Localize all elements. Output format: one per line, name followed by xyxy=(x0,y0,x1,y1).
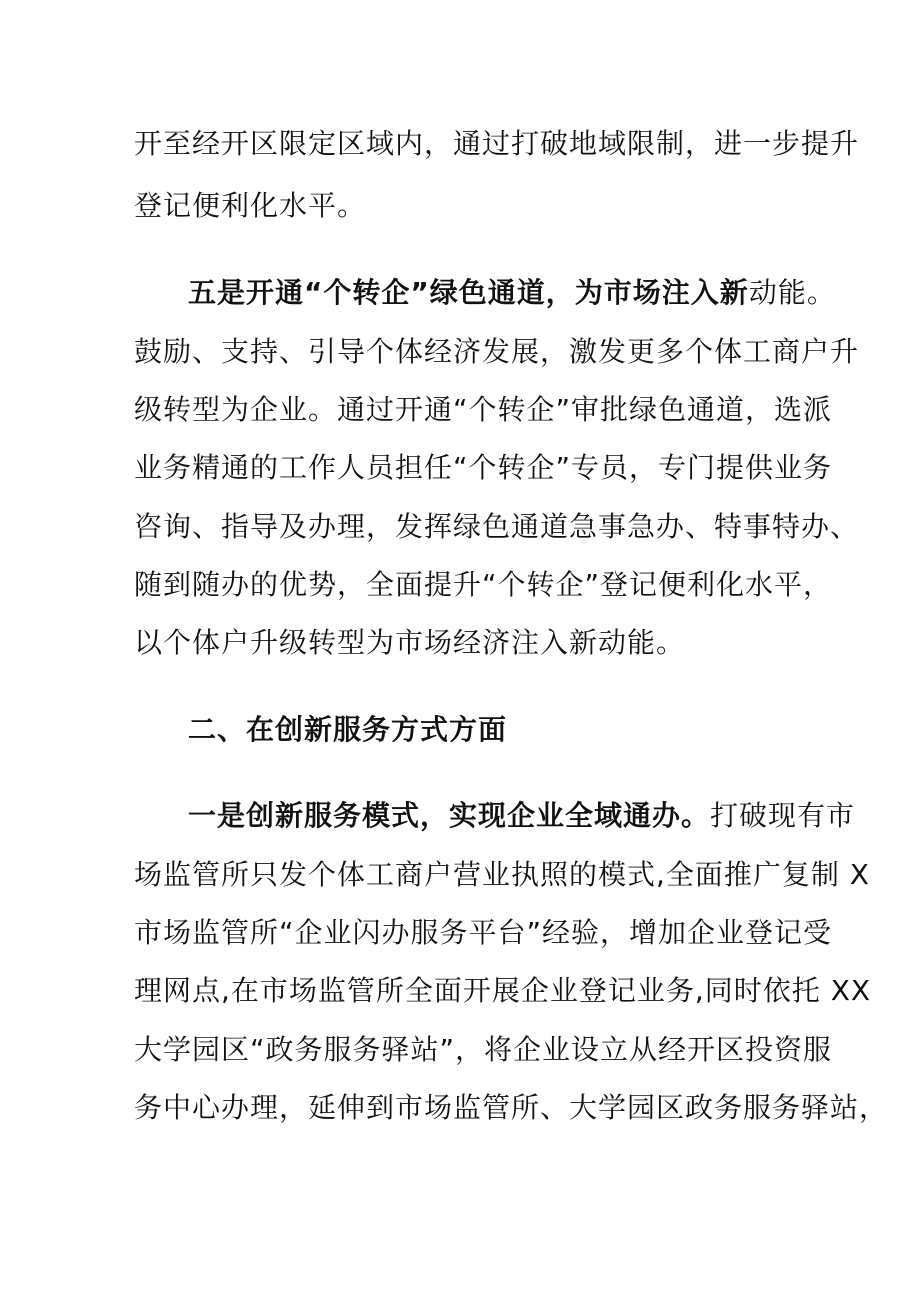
paragraph-2-heading-bold: 五是开通“个转企”绿色通道，为市场注入新 xyxy=(188,276,749,309)
paragraph-2-line-4: 咨询、指导及办理，发挥绿色通道急事急办、特事特办、 xyxy=(134,510,860,543)
paragraph-3-heading-bold: 一是创新服务模式，实现企业全域通办。 xyxy=(188,799,711,832)
paragraph-3-line-4: 大学园区“政务服务驿站”，将企业设立从经开区投资服 xyxy=(134,1033,833,1066)
paragraph-1-line-2: 登记便利化水平。 xyxy=(134,189,367,222)
paragraph-2-line-3: 业务精通的工作人员担任“个转企”专员，专门提供业务 xyxy=(134,451,833,484)
paragraph-3-line-5: 务中心办理，延伸到市场监管所、大学园区政务服务驿站， xyxy=(134,1091,889,1124)
paragraph-1-line-1: 开至经开区限定区域内，通过打破地域限制，进一步提升 xyxy=(134,127,860,160)
section-heading: 二、在创新服务方式方面 xyxy=(188,713,508,746)
paragraph-3-heading xyxy=(188,796,855,836)
paragraph-3-line-1: 场监管所只发个体工商户营业执照的模式,全面推广复制 X xyxy=(134,858,870,891)
paragraph-2-line-2: 级转型为企业。通过开通“个转企”审批绿色通道，选派 xyxy=(134,393,833,426)
paragraph-2-line-5: 随到随办的优势，全面提升“个转企”登记便利化水平， xyxy=(134,568,833,601)
paragraph-2-line-6: 以个体户升级转型为市场经济注入新动能。 xyxy=(134,626,686,659)
paragraph-3-heading-tail: 打破现有市 xyxy=(710,799,856,832)
paragraph-2-line-1: 鼓励、支持、引导个体经济发展，激发更多个体工商户升 xyxy=(134,335,860,368)
paragraph-3-line-2: 市场监管所“企业闪办服务平台”经验，增加企业登记受 xyxy=(134,916,833,949)
paragraph-2-heading xyxy=(188,273,836,313)
paragraph-3-line-3: 理网点,在市场监管所全面开展企业登记业务,同时依托 XX xyxy=(134,974,872,1007)
paragraph-2-heading-tail: 动能。 xyxy=(748,276,836,309)
